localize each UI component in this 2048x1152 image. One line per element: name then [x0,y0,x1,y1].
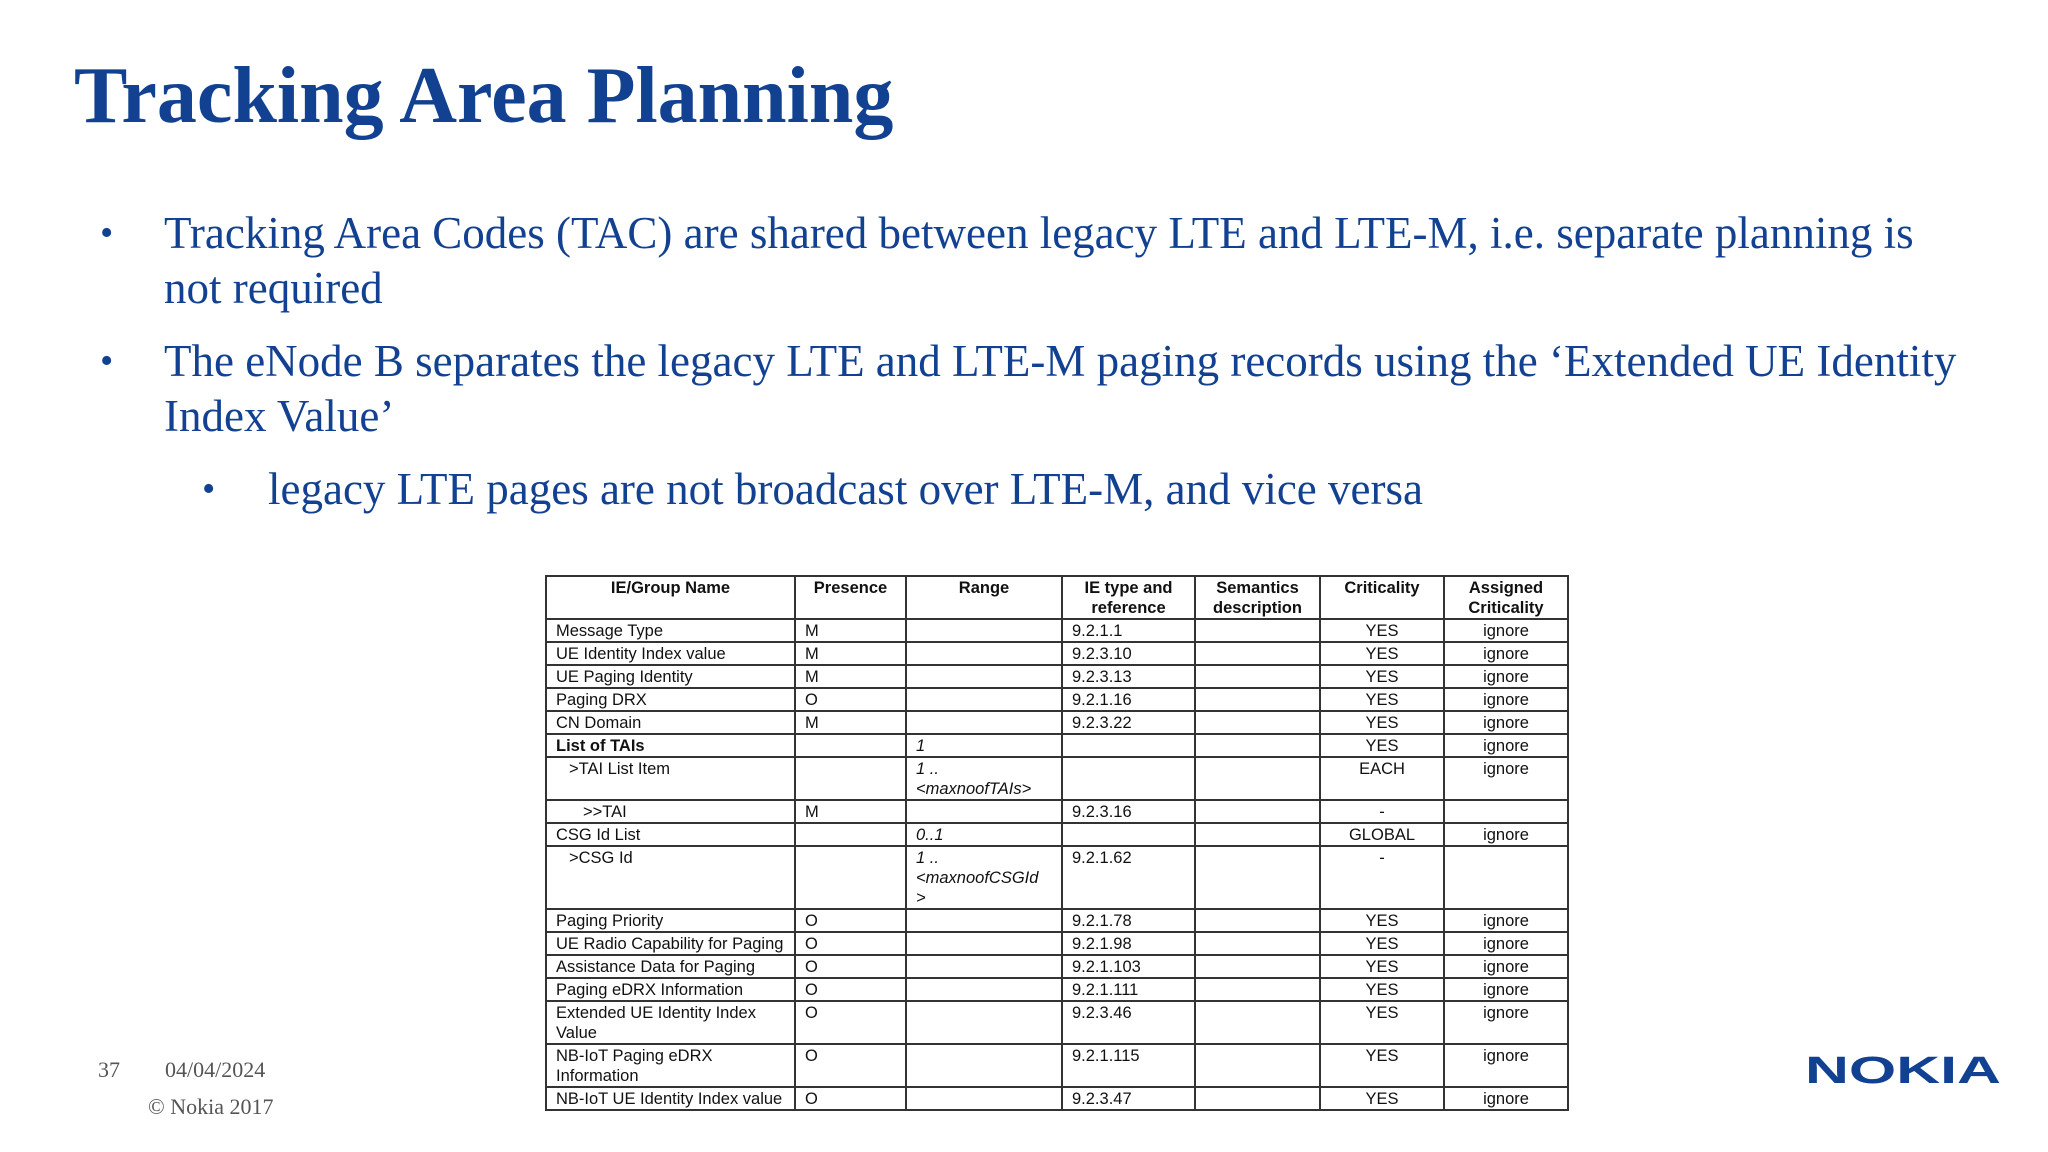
header-ie-type: IE type and reference [1062,576,1195,619]
cell-name: Paging Priority [546,909,795,932]
cell-semantics [1195,757,1320,800]
cell-semantics [1195,688,1320,711]
cell-ie-type: 9.2.1.111 [1062,978,1195,1001]
cell-semantics [1195,642,1320,665]
cell-range [906,619,1062,642]
table-row [546,1087,1568,1110]
sub-bullet-text: legacy LTE pages are not broadcast over LTE-M, and vice versa [268,464,1423,514]
cell-semantics [1195,1044,1320,1087]
nokia-logo [1803,1050,2003,1090]
cell-assigned: ignore [1444,1087,1568,1110]
header-assigned-criticality: Assigned Criticality [1444,576,1568,619]
bullet-item [100,206,1964,316]
table-row [546,1001,1568,1044]
cell-assigned: ignore [1444,823,1568,846]
cell-criticality: - [1320,846,1444,909]
sub-bullet-item [202,462,1968,517]
cell-ie-type: 9.2.1.16 [1062,688,1195,711]
cell-name: Paging eDRX Information [546,978,795,1001]
bullet-dot: • [100,212,114,254]
bullet-item [100,334,1964,444]
cell-presence: M [795,800,906,823]
cell-range [906,1087,1062,1110]
table-row [546,909,1568,932]
cell-presence: O [795,1087,906,1110]
cell-presence [795,757,906,800]
table-row [546,932,1568,955]
cell-assigned: ignore [1444,619,1568,642]
cell-ie-type: 9.2.3.16 [1062,800,1195,823]
cell-ie-type: 9.2.1.115 [1062,1044,1195,1087]
cell-criticality: YES [1320,955,1444,978]
cell-assigned: ignore [1444,909,1568,932]
cell-criticality: YES [1320,642,1444,665]
cell-semantics [1195,734,1320,757]
cell-semantics [1195,823,1320,846]
cell-ie-type: 9.2.1.78 [1062,909,1195,932]
cell-range [906,688,1062,711]
slide-title: Tracking Area Planning [74,52,894,140]
cell-assigned: ignore [1444,932,1568,955]
table-row [546,846,1568,909]
cell-ie-type: 9.2.1.1 [1062,619,1195,642]
cell-name: >CSG Id [546,846,795,909]
bullet-dot: • [202,468,216,510]
cell-presence [795,734,906,757]
bullet-text: Tracking Area Codes (TAC) are shared between legacy LTE and LTE-M, i.e. separate planning is not required [164,208,1914,313]
cell-ie-type: 9.2.1.62 [1062,846,1195,909]
cell-range: 1 [906,734,1062,757]
cell-assigned: ignore [1444,642,1568,665]
cell-name: UE Radio Capability for Paging [546,932,795,955]
cell-criticality: YES [1320,1044,1444,1087]
cell-criticality: YES [1320,619,1444,642]
cell-range [906,665,1062,688]
cell-criticality: YES [1320,1087,1444,1110]
cell-semantics [1195,1087,1320,1110]
cell-semantics [1195,978,1320,1001]
cell-assigned: ignore [1444,711,1568,734]
cell-range: 1 .. <maxnoofTAIs> [906,757,1062,800]
cell-semantics [1195,711,1320,734]
cell-presence: O [795,978,906,1001]
cell-semantics [1195,932,1320,955]
cell-range [906,1044,1062,1087]
table-row [546,757,1568,800]
cell-presence: M [795,711,906,734]
cell-presence: O [795,1001,906,1044]
cell-name: NB-IoT Paging eDRX Information [546,1044,795,1087]
cell-assigned: ignore [1444,1044,1568,1087]
cell-criticality: YES [1320,909,1444,932]
cell-ie-type [1062,734,1195,757]
header-criticality: Criticality [1320,576,1444,619]
cell-name: Paging DRX [546,688,795,711]
cell-criticality: YES [1320,932,1444,955]
cell-name: CN Domain [546,711,795,734]
cell-range [906,800,1062,823]
cell-name: >TAI List Item [546,757,795,800]
cell-range [906,978,1062,1001]
cell-criticality: EACH [1320,757,1444,800]
cell-assigned [1444,846,1568,909]
header-semantics: Semantics description [1195,576,1320,619]
cell-name: UE Identity Index value [546,642,795,665]
cell-ie-type: 9.2.3.22 [1062,711,1195,734]
cell-range [906,711,1062,734]
cell-presence: O [795,1044,906,1087]
table-row [546,823,1568,846]
table-row [546,665,1568,688]
cell-name: NB-IoT UE Identity Index value [546,1087,795,1110]
table-row [546,642,1568,665]
table-row [546,955,1568,978]
cell-presence: M [795,665,906,688]
cell-assigned: ignore [1444,688,1568,711]
table-row [546,734,1568,757]
cell-criticality: YES [1320,734,1444,757]
cell-ie-type: 9.2.3.10 [1062,642,1195,665]
table-row [546,619,1568,642]
cell-assigned: ignore [1444,1001,1568,1044]
cell-ie-type [1062,823,1195,846]
cell-presence: O [795,909,906,932]
cell-criticality: - [1320,800,1444,823]
cell-presence: M [795,619,906,642]
cell-assigned [1444,800,1568,823]
slide-date: 04/04/2024 [165,1057,266,1082]
cell-range: 1 .. <maxnoofCSGId > [906,846,1062,909]
cell-semantics [1195,800,1320,823]
nokia-logo-text: NOKIA [1805,1050,2001,1090]
cell-name: UE Paging Identity [546,665,795,688]
cell-semantics [1195,846,1320,909]
cell-semantics [1195,665,1320,688]
cell-criticality: YES [1320,978,1444,1001]
cell-semantics [1195,955,1320,978]
ie-table [545,575,1569,1111]
cell-criticality: GLOBAL [1320,823,1444,846]
bullet-dot: • [100,340,114,382]
bullet-text: The eNode B separates the legacy LTE and LTE-M paging records using the ‘Extended UE Identity Index Value’ [164,336,1957,441]
cell-semantics [1195,1001,1320,1044]
header-presence: Presence [795,576,906,619]
cell-ie-type: 9.2.1.103 [1062,955,1195,978]
table-row [546,711,1568,734]
table-row [546,688,1568,711]
cell-assigned: ignore [1444,955,1568,978]
cell-range: 0..1 [906,823,1062,846]
cell-presence [795,846,906,909]
cell-ie-type: 9.2.3.46 [1062,1001,1195,1044]
cell-name: Extended UE Identity Index Value [546,1001,795,1044]
cell-assigned: ignore [1444,978,1568,1001]
cell-assigned: ignore [1444,757,1568,800]
cell-semantics [1195,619,1320,642]
cell-criticality: YES [1320,1001,1444,1044]
cell-name: List of TAIs [546,734,795,757]
slide-number: 37 [98,1057,120,1082]
cell-range [906,932,1062,955]
cell-presence: M [795,642,906,665]
cell-range [906,909,1062,932]
header-range: Range [906,576,1062,619]
table-row [546,978,1568,1001]
cell-range [906,1001,1062,1044]
table-row [546,800,1568,823]
table-row [546,1044,1568,1087]
cell-name: >>TAI [546,800,795,823]
table-header-row [546,576,1568,619]
cell-presence [795,823,906,846]
cell-semantics [1195,909,1320,932]
cell-criticality: YES [1320,711,1444,734]
cell-presence: O [795,688,906,711]
cell-presence: O [795,932,906,955]
cell-range [906,955,1062,978]
cell-ie-type: 9.2.3.13 [1062,665,1195,688]
cell-name: Message Type [546,619,795,642]
copyright-text: © Nokia 2017 [148,1094,274,1119]
cell-criticality: YES [1320,688,1444,711]
cell-ie-type: 9.2.1.98 [1062,932,1195,955]
cell-criticality: YES [1320,665,1444,688]
cell-name: Assistance Data for Paging [546,955,795,978]
cell-ie-type: 9.2.3.47 [1062,1087,1195,1110]
header-ie-group-name: IE/Group Name [546,576,795,619]
cell-presence: O [795,955,906,978]
cell-range [906,642,1062,665]
cell-assigned: ignore [1444,665,1568,688]
cell-name: CSG Id List [546,823,795,846]
cell-assigned: ignore [1444,734,1568,757]
cell-ie-type [1062,757,1195,800]
